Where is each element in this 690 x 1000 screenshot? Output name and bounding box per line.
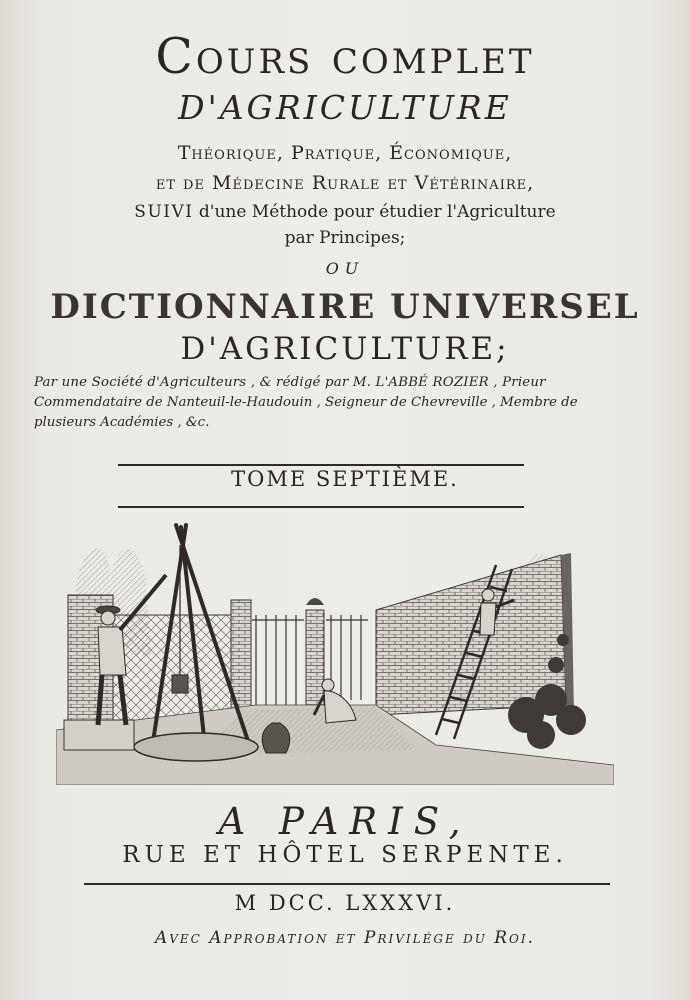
subtitle-line-3-rest: d'une Méthode pour étudier l'Agriculture [193,202,556,222]
well-bucket [172,675,188,693]
imprint-privilege: Avec Approbation et Privilége du Roi. [154,928,536,948]
credits-line-3: plusieurs Académies , &c. [34,415,210,430]
title-line-agriculture-2: D'AGRICULTURE; [180,331,510,367]
subtitle-line-1: Théorique, Pratique, Économique, [177,142,513,164]
title-connector-ou: ou [325,254,365,280]
water-jug [262,723,290,753]
subtitle-line-4: par Principes; [284,228,406,248]
author-credits [34,373,634,433]
credits-line-1: Par une Société d'Agriculteurs , & rédigé par M. L'ABBÉ ROZIER , Prieur [34,375,546,390]
title-line-dictionnaire: DICTIONNAIRE UNIVERSEL [50,287,640,327]
subtitle-suivi: SUIVI [134,202,194,222]
well-rim [134,733,258,761]
volume-label: TOME SEPTIÈME. [231,467,459,491]
subtitle-line-2: et de Médecine Rurale et Vétérinaire, [155,172,535,194]
imprint-place: A PARIS, [218,800,472,843]
rule-top [118,464,524,466]
imprint-date: M DCC. LXXXVI. [234,891,456,915]
title-line-agriculture: D'AGRICULTURE [178,88,512,127]
credits-line-2: Commendataire de Nanteuil-le-Haudouin , Seigneur de Chevreville , Membre de [34,395,578,410]
rule-bottom [118,506,524,508]
gate-pillar-center [306,610,324,710]
subtitle-line-3 [0,202,690,222]
urn-ornament [306,598,324,605]
imprint-address: RUE ET HÔTEL SERPENTE. [122,842,568,868]
rule-imprint-top [84,883,610,885]
garden-engraving [56,515,614,785]
title-line-cours-complet: Cours complet [155,28,535,85]
